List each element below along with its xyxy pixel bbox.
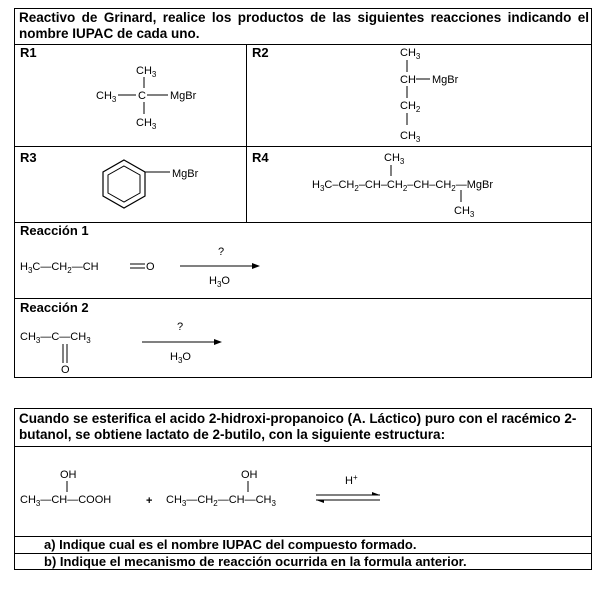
lactic-oh: OH — [60, 469, 77, 481]
r1-ch3-bottom: $CH_3$ — [136, 117, 157, 131]
r1-ch3-top: $CH_3$ — [136, 65, 157, 79]
r1-c: C — [138, 90, 146, 102]
plus-sign: + — [146, 495, 153, 507]
problem2-title: Cuando se esterifica el acido 2-hidroxi-propanoico (A. Láctico) puro con el racémico 2-butanol, se obtiene lactato de 2-butilo, con la siguiente estructura: — [19, 411, 577, 442]
r3-label: R3 — [20, 150, 37, 165]
question-b: b) Indique el mecanismo de reacción ocurrida en la formula anterior. — [44, 554, 467, 569]
problem1-title: Reactivo de Grinard, realice los productos de las siguientes reacciones indicando el nombre IUPAC de cada uno. — [19, 10, 589, 41]
catalyst: H+ — [345, 473, 358, 487]
r2-ch3-bottom: $CH_3$ — [400, 130, 421, 144]
r4-chain: $H_3C-CH_2-CH-CH_2-CH-CH_2—MgBr$ — [312, 179, 494, 193]
r1-ch3-left: $CH_3$ — [96, 90, 117, 104]
r4-ch3-bottom: $CH_3$ — [454, 205, 475, 219]
r4-ch3-top: $CH_3$ — [384, 152, 405, 166]
r4-label: R4 — [252, 150, 269, 165]
r1-mgbr: MgBr — [170, 90, 197, 102]
r2-ch: CH — [400, 74, 416, 86]
reaccion1-reactant: $H_3C—CH_2—CH$ — [20, 261, 99, 275]
butanol: $CH_3—CH_2—CH—CH_3$ — [166, 494, 276, 508]
r3-mgbr: MgBr — [172, 168, 199, 180]
question-a: a) Indique cual es el nombre IUPAC del compuesto formado. — [44, 537, 417, 552]
butanol-oh: OH — [241, 469, 258, 481]
reaccion2-reagent-top: ? — [177, 321, 184, 333]
r2-ch2: $CH_2$ — [400, 100, 421, 114]
reaccion1-reagent-bottom: $H_3O$ — [209, 275, 230, 289]
reaccion2-reactant: $CH_3—C—CH_3$ — [20, 331, 91, 345]
reaccion2-reagent-bottom: $H_3O$ — [170, 351, 191, 365]
svg-text:O: O — [146, 261, 155, 273]
r2-ch3-top: $CH_3$ — [400, 47, 421, 61]
r2-label: R2 — [252, 45, 269, 60]
reaccion1-label: Reacción 1 — [20, 223, 89, 238]
reaccion2-oxygen: O — [61, 364, 70, 376]
reaccion2-label: Reacción 2 — [20, 300, 89, 315]
r2-mgbr: MgBr — [432, 74, 459, 86]
r1-label: R1 — [20, 45, 37, 60]
lactic-acid: $CH_3—CH—COOH$ — [20, 494, 112, 508]
reaccion1-reagent-top: ? — [218, 246, 225, 258]
